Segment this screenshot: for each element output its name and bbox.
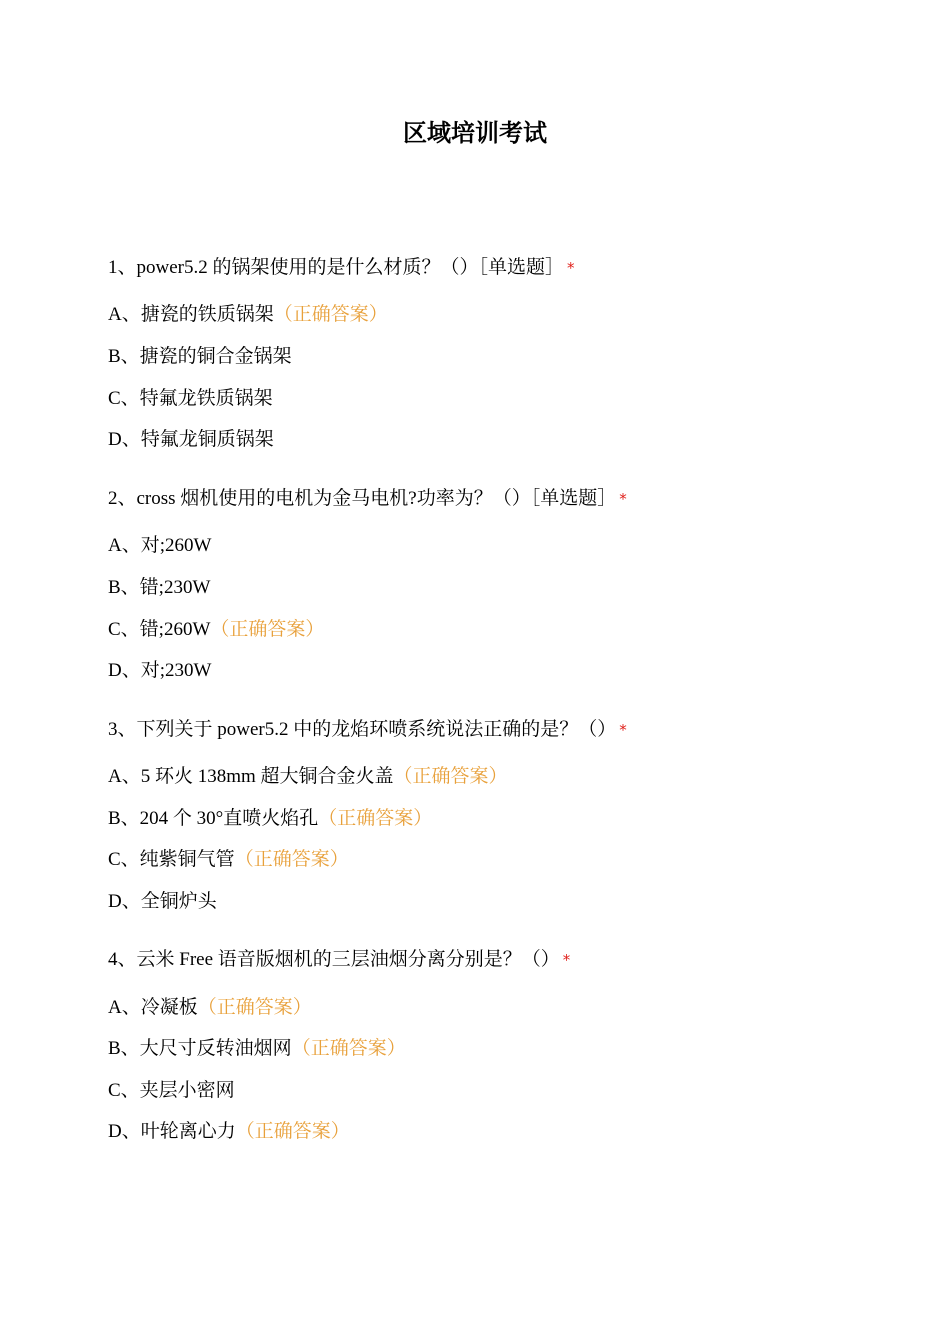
option-a bbox=[108, 763, 868, 791]
question-text bbox=[108, 946, 868, 974]
option-b bbox=[108, 1035, 868, 1063]
question-text bbox=[108, 254, 868, 282]
correct-answer-tag: （正确答案） bbox=[210, 619, 325, 640]
option-label: D、全铜炉头 bbox=[108, 891, 217, 912]
option-a bbox=[108, 994, 868, 1022]
correct-answer-tag: （正确答案） bbox=[393, 766, 508, 787]
required-mark: * bbox=[562, 951, 571, 969]
option-label: C、夹层小密网 bbox=[108, 1080, 235, 1101]
required-mark: * bbox=[619, 721, 627, 739]
option-b bbox=[108, 574, 868, 602]
option-c bbox=[108, 1077, 868, 1105]
option-label: B、大尺寸反转油烟网 bbox=[108, 1038, 292, 1059]
option-b bbox=[108, 343, 868, 371]
option-d bbox=[108, 888, 868, 916]
option-label: B、204 个 30°直喷火焰孔 bbox=[108, 808, 319, 829]
option-label: C、特氟龙铁质锅架 bbox=[108, 388, 273, 409]
option-a bbox=[108, 532, 868, 560]
option-label: A、对;260W bbox=[108, 535, 212, 556]
correct-answer-tag: （正确答案） bbox=[318, 808, 433, 829]
option-label: D、特氟龙铜质锅架 bbox=[108, 429, 274, 450]
question-3 bbox=[108, 716, 868, 744]
required-mark: * bbox=[566, 259, 575, 277]
correct-answer-tag: （正确答案） bbox=[234, 849, 349, 870]
page-title: 区域培训考试 bbox=[403, 119, 547, 147]
option-label: C、错;260W bbox=[108, 619, 211, 640]
option-label: D、叶轮离心力 bbox=[108, 1121, 236, 1142]
correct-answer-tag: （正确答案） bbox=[197, 997, 312, 1018]
question-1 bbox=[108, 254, 868, 282]
option-label: A、搪瓷的铁质锅架 bbox=[108, 304, 274, 325]
option-d bbox=[108, 1118, 868, 1146]
option-label: D、对;230W bbox=[108, 660, 212, 681]
question-label: 1、power5.2 的锅架使用的是什么材质？（）［单选题］ bbox=[108, 257, 564, 278]
option-c bbox=[108, 385, 868, 413]
question-label: 2、cross 烟机使用的电机为金马电机?功率为？（）［单选题］ bbox=[108, 488, 617, 509]
correct-answer-tag: （正确答案） bbox=[273, 304, 388, 325]
option-label: A、冷凝板 bbox=[108, 997, 198, 1018]
question-label: 3、下列关于 power5.2 中的龙焰环喷系统说法正确的是？（） bbox=[108, 719, 617, 740]
option-d bbox=[108, 426, 868, 454]
option-c bbox=[108, 846, 868, 874]
required-mark: * bbox=[619, 490, 627, 508]
option-d bbox=[108, 657, 868, 685]
option-label: C、纯紫铜气管 bbox=[108, 849, 235, 870]
option-c bbox=[108, 616, 868, 644]
question-text bbox=[108, 485, 868, 513]
option-label: A、5 环火 138mm 超大铜合金火盖 bbox=[108, 766, 394, 787]
option-b bbox=[108, 805, 868, 833]
correct-answer-tag: （正确答案） bbox=[291, 1038, 406, 1059]
question-text bbox=[108, 716, 868, 744]
question-4 bbox=[108, 946, 868, 974]
correct-answer-tag: （正确答案） bbox=[235, 1121, 350, 1142]
option-a bbox=[108, 301, 868, 329]
option-label: B、错;230W bbox=[108, 577, 211, 598]
question-2 bbox=[108, 485, 868, 513]
option-label: B、搪瓷的铜合金锅架 bbox=[108, 346, 292, 367]
question-label: 4、云米 Free 语音版烟机的三层油烟分离分别是？（） bbox=[108, 949, 560, 970]
